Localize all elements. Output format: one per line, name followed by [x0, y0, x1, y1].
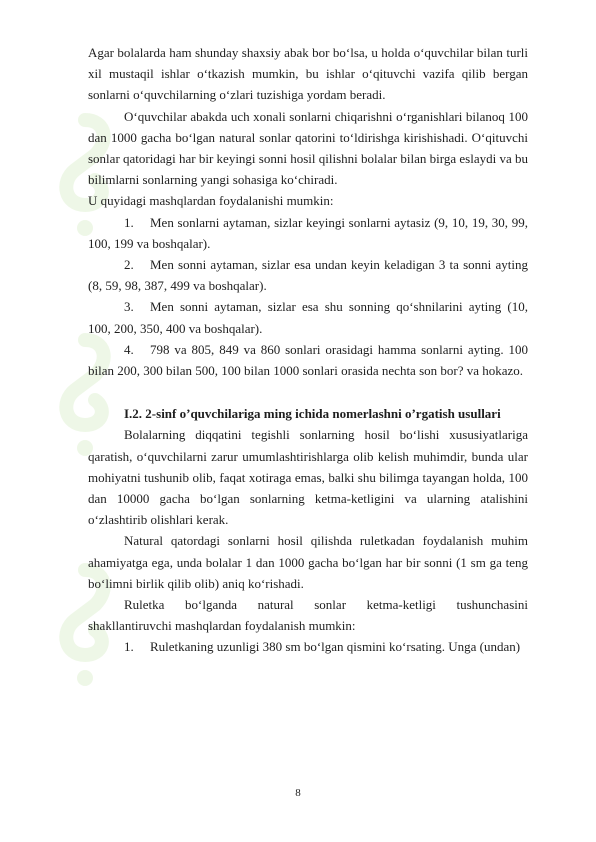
exercise-item-1: 1. Men sonlarni aytaman, sizlar keyingi sonlarni aytasiz (9, 10, 19, 30, 99, 100, 199 va boshqalar). — [88, 214, 528, 251]
paragraph-number-series: O‘quvchilar abakda uch xonali sonlarni chiqarishni o‘rganishlari bilanoq 100 dan 1000 gacha bo‘lgan natural sonlar qatorini to‘ldirishga kirishishadi. O‘qituvchi sonlar qatoridagi har bir keyingi sonni hosil qilishni bolalar bilan birga eslaydi va bu bilimlarni sonlarning yangi sohasiga ko‘chiradi. — [88, 108, 528, 188]
page-number: 8 — [295, 787, 301, 799]
exercise-item-4: 4. 798 va 805, 849 va 860 sonlari orasidagi hamma sonlarni ayting. 100 bilan 200, 300 bilan 500, 100 bilan 1000 sonlari orasida nechta son bor? va hokazo. — [88, 341, 528, 379]
paragraph-exercises-intro: U quyidagi mashqlardan foydalanishi mumkin: — [88, 193, 334, 209]
exercise-item-3: 3. Men sonni aytaman, sizlar esa shu sonning qo‘shnilarini ayting (10, 100, 200, 350, 400 va boshqalar). — [88, 299, 528, 336]
exercise-item-2: 2. Men sonni aytaman, sizlar esa undan keyin keladigan 3 ta sonni ayting (8, 59, 98, 387, 499 va boshqalar). — [88, 257, 528, 294]
paragraph-attention: Bolalarning diqqatini tegishli sonlarning hosil bo‘lishi xususiyatlariga qaratish, o‘quvchilarni zarur umumlashtirishlarga olib kelish muhimdir, bunda ular mohiyatni tushunib olib, faqat xotiraga emas, balki shu bilimga tayangan holda, 100 dan 10000 gacha bo‘lgan sonlarning ketma-ketligini va ularning atalishini o‘zlashtirib olishlari kerak. — [88, 427, 528, 528]
page-content — [88, 42, 528, 658]
paragraph-abacus-intro: Agar bolalarda ham shunday shaxsiy abak bor bo‘lsa, u holda o‘quvchilar bilan turli xil mustaqil ishlar o‘tkazish mumkin, bu ishlar o‘qituvchi vazifa qilib bergan sonlarni o‘quvchilarning o‘zlari tuzishiga yordam beradi. — [88, 45, 528, 103]
paragraph-ruler: Natural qatordagi sonlarni hosil qilishda ruletkadan foydalanish muhim ahamiyatga ega, unda bolalar 1 dan 1000 gacha bo‘lgan har bir sonni (1 sm ga teng bo‘limni birlik qilib olib) aniq ko‘rishadi. — [88, 533, 528, 591]
section-heading: I.2. 2-sinf o’quvchilariga ming ichida nomerlashni o’rgatish usullari — [124, 406, 501, 422]
ruler-exercise-item-1: 1. Ruletkaning uzunligi 380 sm bo‘lgan qismini ko‘rsating. Unga (undan) — [124, 639, 521, 655]
paragraph-ruler-exercises: Ruletka bo‘lganda natural sonlar ketma-ketligi tushunchasini shakllantiruvchi mashqlardan foydalanish mumkin: — [88, 597, 528, 634]
